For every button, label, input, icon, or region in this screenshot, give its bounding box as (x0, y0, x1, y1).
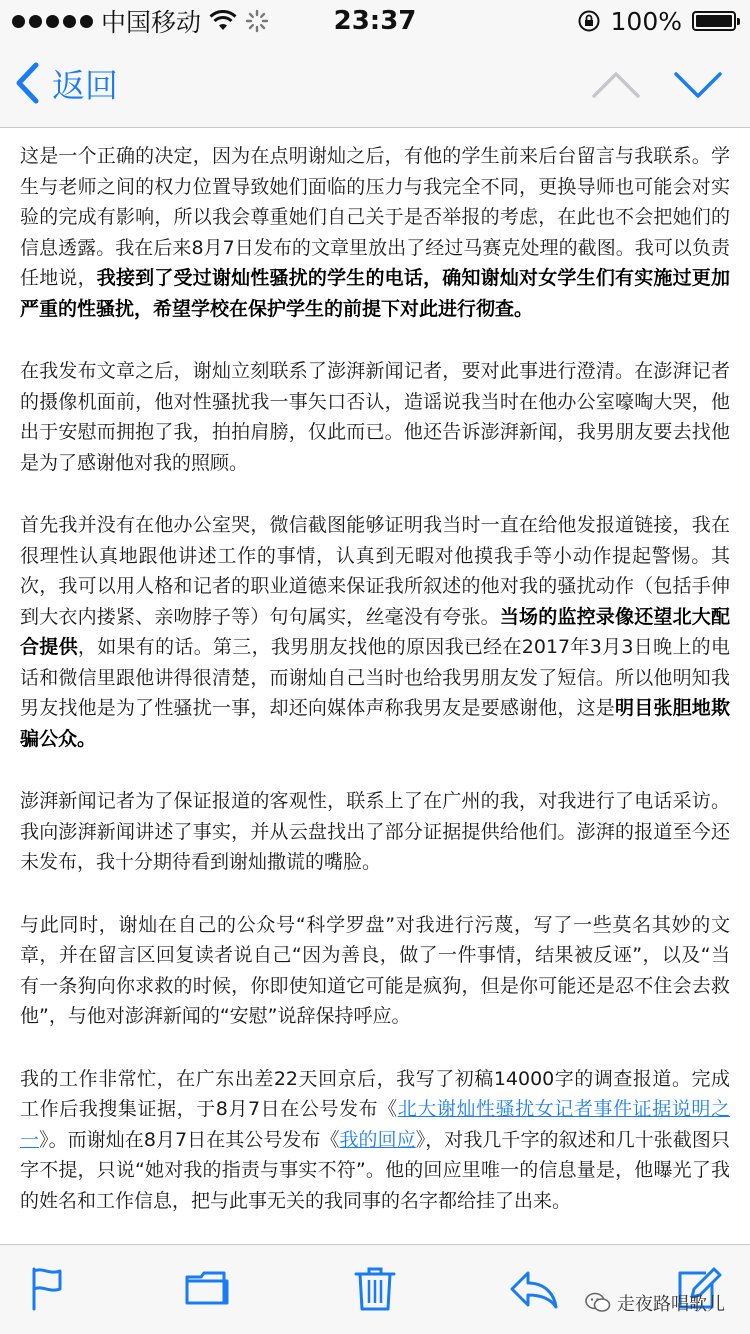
response-article-link[interactable]: 我的回应 (339, 1128, 416, 1151)
bottom-toolbar (0, 1244, 750, 1334)
paragraph-2: 在我发布文章之后，谢灿立刻联系了澎湃新闻记者，要对此事进行澄清。在澎湃记者的摄像机面前，他对性骚扰我一事矢口否认，造谣说我当时在他办公室嚎啕大哭，他出于安慰而拥抱了我，拍拍肩膀，仅此而已。他还告诉澎湃新闻，我男朋友要去找他是为了感谢他对我的照顾。 (20, 360, 730, 474)
status-right (577, 6, 736, 36)
back-button[interactable] (14, 58, 118, 108)
message-body[interactable] (0, 129, 750, 1244)
orientation-lock-icon (577, 9, 601, 33)
paragraph-3: 首先我并没有在他办公室哭，微信截图能够证明我当时一直在给他发报道链接，我在很理性认真地跟他讲述工作的事情，认真到无暇对他摸我手等小动作提起警惕。其次，我可以用人格和记者的职业道德来保证我所叙述的他对我的骚扰动作（包括手伸到大衣内搂紧、亲吻脖子等）句句属实，丝毫没有夸张。当场的监控录像还望北大配合提供，如果有的话。第三，我男朋友找他的原因我已经在2017年3月3日晚上的电话和微信里跟他讲得很清楚，而谢灿自己当时也给我男朋友发了短信。所以他明知我男友找他是为了性骚扰一事，却还向媒体声称我男友是要感谢他，这是明目张胆地欺骗公众。 (20, 514, 730, 750)
flag-icon[interactable] (28, 1265, 74, 1311)
chevron-left-icon (14, 62, 40, 104)
reply-icon[interactable] (508, 1265, 560, 1311)
folder-icon[interactable] (184, 1265, 230, 1311)
bold-text: 明目张胆地欺骗公众。 (20, 697, 730, 750)
back-label: 返回 (52, 65, 118, 105)
battery-percent: 100% (610, 6, 682, 36)
battery-icon (692, 11, 736, 31)
carrier-label: 中国移动 (101, 8, 202, 37)
navigation-bar (0, 40, 750, 128)
paragraph-5: 与此同时，谢灿在自己的公众号“科学罗盘”对我进行污蔑，写了一些莫名其妙的文章，并在留言区回复读者说自己“因为善良，做了一件事情，结果被反诬”，以及“当有一条狗向你求救的时候，你即使知道它可能是疯狗，但是你可能还是忍不住会去救他”，与他对澎湃新闻的“安慰”说辞保持呼应。 (20, 913, 730, 1027)
chevron-up-icon[interactable] (590, 64, 642, 104)
status-bar (0, 0, 750, 40)
paragraph-4: 澎湃新闻记者为了保证报道的客观性，联系上了在广州的我，对我进行了电话采访。我向澎湃新闻讲述了事实，并从云盘找出了部分证据提供给他们。澎湃的报道至今还未发布，我十分期待看到谢灿撒谎的嘴脸。 (20, 790, 730, 873)
trash-icon[interactable] (352, 1265, 398, 1311)
wechat-logo-icon (585, 1292, 611, 1314)
watermark-text: 走夜路唱歌儿 (617, 1294, 725, 1315)
bold-text: 我接到了受过谢灿性骚扰的学生的电话，确知谢灿对女学生们有实施过更加严重的性骚扰，希望学校在保护学生的前提下对此进行彻查。 (20, 267, 730, 320)
chevron-down-icon[interactable] (672, 64, 724, 104)
status-time: 23:37 (333, 6, 417, 36)
bold-text: 当场的监控录像还望北大配合提供 (20, 605, 730, 658)
paragraph-1: 这是一个正确的决定，因为在点明谢灿之后，有他的学生前来后台留言与我联系。学生与老师之间的权力位置导致她们面临的压力与我完全不同，更换导师也可能会对实验的完成有影响，所以我会尊重她们自己关于是否举报的考虑，在此也不会把她们的信息透露。我在后来8月7日发布的文章里放出了经过马赛克处理的截图。我可以负责任地说，我接到了受过谢灿性骚扰的学生的电话，确知谢灿对女学生们有实施过更加严重的性骚扰，希望学校在保护学生的前提下对此进行彻查。 (20, 145, 730, 320)
paragraph-6: 我的工作非常忙，在广东出差22天回京后，我写了初稿14000字的调查报道。完成工作后我搜集证据，于8月7日在公号发布《北大谢灿性骚扰女记者事件证据说明之一》。而谢灿在8月7日在其公号发布《我的回应》，对我几千字的叙述和几十张截图只字不提，只说“她对我的指责与事实不符”。他的回应里唯一的信息量是，他曝光了我的姓名和工作信息，把与此事无关的我同事的名字都给挂了出来。 (20, 1067, 730, 1212)
evidence-article-link[interactable]: 北大谢灿性骚扰女记者事件证据说明之一 (20, 1098, 730, 1151)
watermark (585, 1290, 725, 1316)
